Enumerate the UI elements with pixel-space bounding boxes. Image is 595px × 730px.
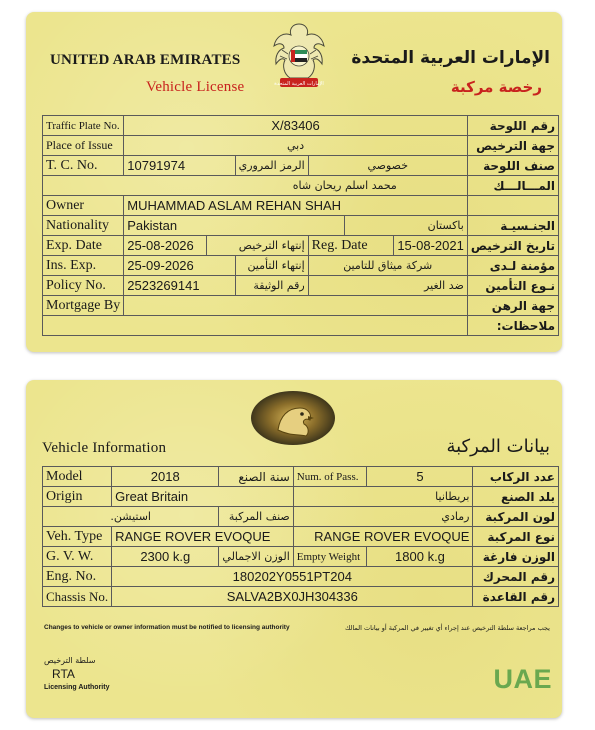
ins-exp-label: Ins. Exp. (43, 256, 124, 276)
nationality-label: Nationality (43, 216, 124, 236)
row-owner (43, 196, 559, 216)
ins-exp-label-ar: إنتهاء التأمين (235, 256, 308, 276)
vehicle-type-label-ar: نوع المركبة (473, 527, 559, 547)
color-label-ar: لون المركبة (473, 507, 559, 527)
nationality-value: Pakistan (124, 216, 345, 236)
vehicle-info-title-en: Vehicle Information (42, 440, 167, 456)
plate-label-ar: رقم اللوحة (467, 116, 558, 136)
notes-label-ar: ملاحظات: (467, 316, 558, 336)
ins-exp-value: 25-09-2026 (124, 256, 235, 276)
empty-weight-value: 1800 k.g (367, 547, 473, 567)
engine-label: Eng. No. (43, 567, 112, 587)
chassis-label-ar: رقم القاعدة (473, 587, 559, 607)
row-notes (43, 316, 559, 336)
insurance-type-value: ضد الغير (308, 276, 467, 296)
exp-date-label-ar: إنتهاء الترخيص (207, 236, 308, 256)
origin-value-ar: بريطانيا (293, 487, 473, 507)
origin-label: Origin (43, 487, 112, 507)
plate-label: Traffic Plate No. (43, 116, 124, 136)
vehicle-type-label: Veh. Type (43, 527, 112, 547)
policy-value: 2523269141 (124, 276, 235, 296)
nationality-label-ar: الجنـسيـة (467, 216, 558, 236)
row-tc-number (43, 156, 559, 176)
nationality-value-ar: باكستان (345, 216, 468, 236)
tc-code-label-ar: الرمز المروري (235, 156, 308, 176)
document-title-ar: رخصة مركبة (450, 78, 542, 96)
row-place-of-issue (43, 136, 559, 156)
exp-date-label: Exp. Date (43, 236, 124, 256)
insurer-value: شركة ميثاق للتامين (308, 256, 467, 276)
issue-value: دبي (124, 136, 468, 156)
vehicle-info-title-ar: بيانات المركبة (446, 436, 550, 457)
authority-label-ar: سلطة الترخيص (44, 656, 96, 665)
row-policy (43, 276, 559, 296)
vehicle-class-value: استيشن. (43, 507, 219, 527)
mortgage-label: Mortgage By (43, 296, 124, 316)
row-origin (43, 487, 559, 507)
plate-category-label-ar: صنف اللوحة (467, 156, 558, 176)
chassis-value: SALVA2BX0JH304336 (112, 587, 473, 607)
authority-label-en: Licensing Authority (44, 684, 110, 691)
reg-date-label-ar: تاريخ الترخيص (467, 236, 558, 256)
row-traffic-plate (43, 116, 559, 136)
gvw-label: G. V. W. (43, 547, 112, 567)
model-value: 2018 (112, 467, 219, 487)
license-fields-table (42, 115, 559, 336)
uae-logo: UAE (493, 664, 552, 694)
row-color (43, 507, 559, 527)
issue-label: Place of Issue (43, 136, 124, 156)
color-value-ar: رمادي (293, 507, 473, 527)
reg-date-label: Reg. Date (308, 236, 394, 256)
row-mortgage (43, 296, 559, 316)
falcon-hologram-icon (250, 390, 336, 446)
row-engine (43, 567, 559, 587)
row-vehicle-type (43, 527, 559, 547)
passengers-label: Num. of Pass. (293, 467, 367, 487)
row-model (43, 467, 559, 487)
empty-weight-label-ar: الوزن فارغة (473, 547, 559, 567)
reg-date-value: 15-08-2021 (394, 236, 468, 256)
gvw-label-ar: الوزن الاجمالي (219, 547, 293, 567)
row-gvw (43, 547, 559, 567)
passengers-label-ar: عدد الركاب (473, 467, 559, 487)
policy-label: Policy No. (43, 276, 124, 296)
emblem-text: الإمارات العربية المتحدة (274, 81, 324, 87)
authority-code: RTA (52, 667, 75, 681)
row-chassis (43, 587, 559, 607)
row-owner-ar (43, 176, 559, 196)
engine-label-ar: رقم المحرك (473, 567, 559, 587)
owner-name-ar: محمد اسلم ريحان شاه (43, 176, 468, 196)
origin-value: Great Britain (112, 487, 294, 507)
policy-label-ar: رقم الوثيقة (235, 276, 308, 296)
owner-label-ar: المـــالـــك (467, 176, 558, 196)
country-name-en: UNITED ARAB EMIRATES (50, 52, 241, 68)
vehicle-fields-table (42, 466, 559, 607)
chassis-label: Chassis No. (43, 587, 112, 607)
tc-label: T. C. No. (43, 156, 124, 176)
model-label: Model (43, 467, 112, 487)
origin-label-ar: بلد الصنع (473, 487, 559, 507)
passengers-value: 5 (367, 467, 473, 487)
row-nationality (43, 216, 559, 236)
plate-category-value: خصوصي (308, 156, 467, 176)
gvw-value: 2300 k.g (112, 547, 219, 567)
notice-ar: يجب مراجعة سلطة الترخيص عند إجراء أي تغيير في المركبة أو بيانات المالك (344, 624, 550, 632)
tc-value: 10791974 (124, 156, 235, 176)
owner-name: MUHAMMAD ASLAM REHAN SHAH (124, 196, 468, 216)
exp-date-value: 25-08-2026 (124, 236, 207, 256)
document-title-en: Vehicle License (146, 79, 245, 95)
empty-weight-label: Empty Weight (293, 547, 367, 567)
mortgage-value (124, 296, 468, 316)
notice-en: Changes to vehicle or owner information must be notified to licensing authority (44, 624, 290, 631)
plate-value: X/83406 (124, 116, 468, 136)
insurer-label-ar: مؤمنة لـدى (467, 256, 558, 276)
country-name-ar: الإمارات العربية المتحدة (351, 48, 550, 68)
vehicle-license-back (26, 380, 562, 718)
vehicle-type-value-2: RANGE ROVER EVOQUE (293, 527, 473, 547)
notes-value (43, 316, 468, 336)
owner-blank-cell (467, 196, 558, 216)
vehicle-class-label-ar: صنف المركبة (219, 507, 293, 527)
engine-value: 180202Y0551PT204 (112, 567, 473, 587)
issue-label-ar: جهة الترخيص (467, 136, 558, 156)
row-exp-date (43, 236, 559, 256)
row-ins-exp (43, 256, 559, 276)
uae-emblem-icon (270, 20, 328, 92)
insurance-type-label-ar: نـوع التأمين (467, 276, 558, 296)
vehicle-license-front (26, 12, 562, 352)
model-label-ar: سنة الصنع (219, 467, 293, 487)
owner-label: Owner (43, 196, 124, 216)
vehicle-type-value: RANGE ROVER EVOQUE (112, 527, 294, 547)
mortgage-label-ar: جهة الرهن (467, 296, 558, 316)
